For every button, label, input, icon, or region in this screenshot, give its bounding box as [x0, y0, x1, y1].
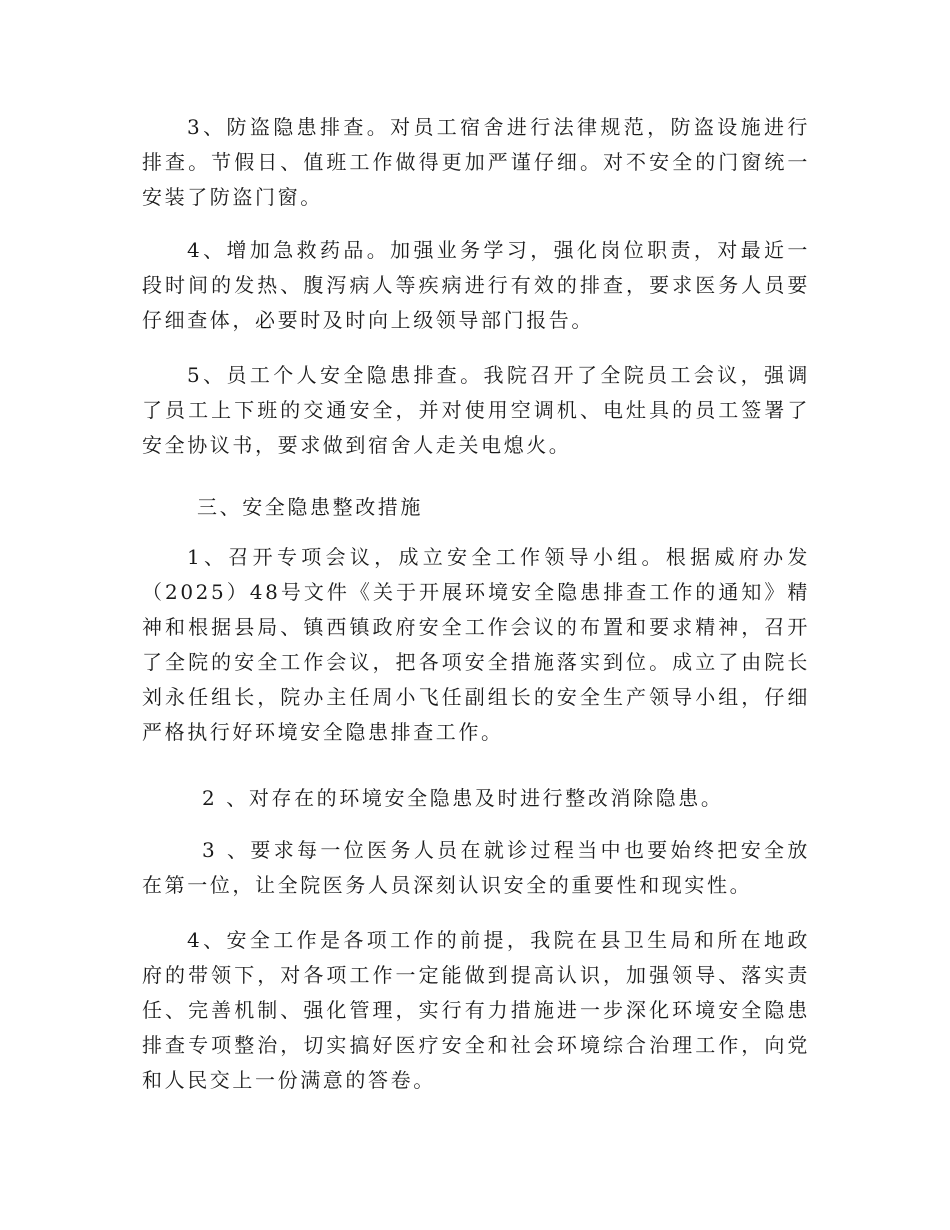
paragraph-emergency-medicine: 4、增加急救药品。加强业务学习，强化岗位职责，对最近一段时间的发热、腹泻病人等疾病进行有效的排查，要求医务人员要仔细查体，必要时及时向上级领导部门报告。 — [142, 238, 810, 332]
section-heading-rectification: 三、安全隐患整改措施 — [197, 495, 423, 519]
paragraph-theft-check: 3、防盗隐患排查。对员工宿舍进行法律规范，防盗设施进行排查。节假日、值班工作做得更加严谨仔细。对不安全的门窗统一安装了防盗门窗。 — [142, 115, 810, 209]
paragraph-staff-awareness: 3 、要求每一位医务人员在就诊过程当中也要始终把安全放在第一位，让全院医务人员深刻认识安全的重要性和现实性。 — [142, 838, 810, 897]
paragraph-special-meeting: 1、召开专项会议，成立安全工作领导小组。根据威府办发（2025）48号文件《关于开展环境安全隐患排查工作的通知》精神和根据县局、镇西镇政府安全工作会议的布置和要求精神，召开了全院的安全工作会议，把各项安全措施落实到位。成立了由院长刘永任组长，院办主任周小飞任副组长的安全生产领导小组，仔细严格执行好环境安全隐患排查工作。 — [142, 545, 810, 744]
paragraph-safety-premise: 4、安全工作是各项工作的前提，我院在县卫生局和所在地政府的带领下，对各项工作一定能做到提高认识，加强领导、落实责任、完善机制、强化管理，实行有力措施进一步深化环境安全隐患排查专项整治，切实搞好医疗安全和社会环境综合治理工作，向党和人民交上一份满意的答卷。 — [142, 928, 810, 1092]
paragraph-hazard-rectify: 2 、对存在的环境安全隐患及时进行整改消除隐患。 — [202, 786, 724, 810]
paragraph-staff-safety: 5、员工个人安全隐患排查。我院召开了全院员工会议，强调了员工上下班的交通安全，并对使用空调机、电灶具的员工签署了安全协议书，要求做到宿舍人走关电熄火。 — [142, 363, 810, 457]
